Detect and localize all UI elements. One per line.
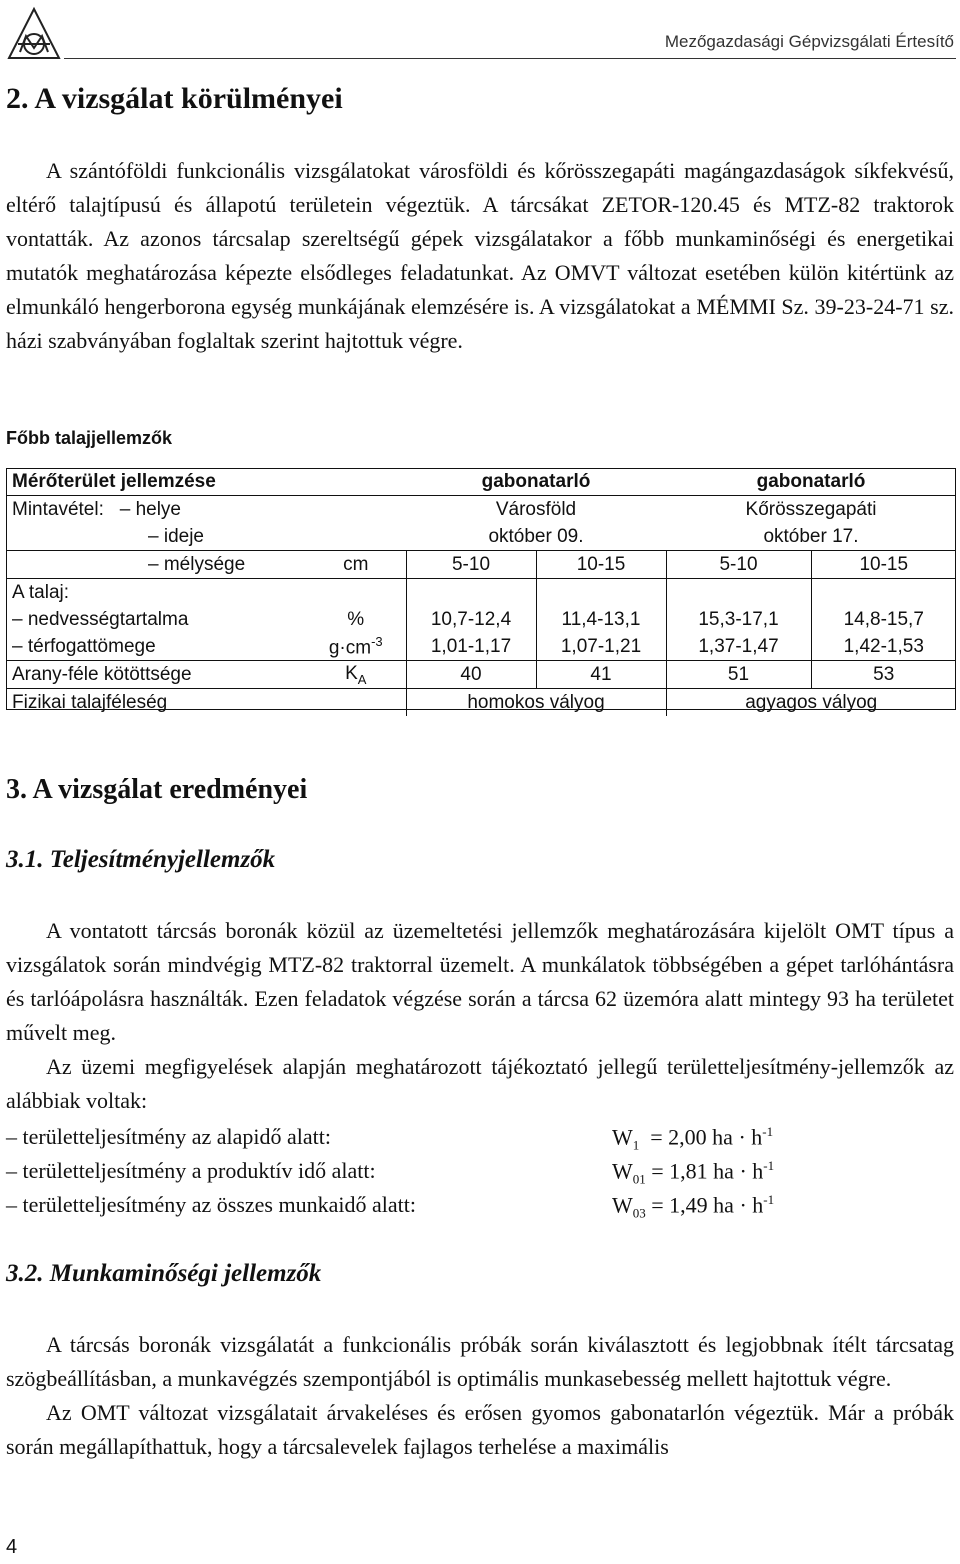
depth-2: 10-15	[536, 551, 666, 579]
journal-logo	[6, 6, 62, 62]
journal-title: Mezőgazdasági Gépvizsgálati Értesítő	[664, 32, 954, 51]
arany-4: 53	[811, 661, 956, 689]
formula-exponent: -1	[763, 1158, 775, 1173]
depth-unit: cm	[306, 551, 406, 579]
sampling-place-cell	[6, 496, 406, 524]
table-header-row	[6, 468, 956, 496]
place-1: Városföld	[495, 498, 577, 520]
density-3: 1,37-1,47	[666, 633, 811, 661]
table-caption: Főbb talajjellemzők	[6, 428, 173, 448]
formula-value	[612, 1192, 774, 1222]
formula-value	[612, 1158, 774, 1188]
subsection-3-2-title: 3.2. Munkaminőségi jellemzők	[6, 1260, 322, 1287]
formula-value	[612, 1124, 773, 1154]
formula-subscript: 01	[632, 1171, 646, 1187]
header-rule	[64, 58, 956, 59]
soil-properties-table	[6, 468, 956, 716]
paragraph-3-2-b: Az OMT változat vizsgálatait árvakeléses és erősen gyomos gabonatarlón végeztük. Már a próbák során megállapíthattuk, hogy a tárcsalevelek fajlagos terhelése a maximális	[6, 1400, 954, 1459]
density-1: 1,01-1,17	[406, 633, 536, 661]
section-2-title: 2. A vizsgálat körülményei	[6, 82, 343, 115]
table-row	[6, 523, 956, 551]
formula-row	[6, 1158, 954, 1192]
section-2-text: A szántóföldi funkcionális vizsgálatokat városföldi és kőrösszegapáti magángazdaságok síkfekvésű, eltérő talajtípusú és állapotú területein végeztük. A tárcsákat ZETOR-120.45 és MTZ-82 traktorok vontatták. Az azonos tárcsalap szereltségű gépek vizsgálatakor a főbb munkaminőségi és energetikai mutatók meghatározása képezte elsődleges feladatunkat. Az OMVT változat esetében külön kitértünk az elmunkáló hengerborona egység munkájának elemzésére is. A vizsgálatokat a MÉMMI Sz. 39-23-24-71 sz. házi szabványában foglaltak szerint hajtottuk végre.	[6, 158, 954, 353]
header-col1: gabonatarló	[406, 468, 666, 496]
arany-unit-base: K	[345, 662, 358, 684]
table-row	[6, 496, 956, 524]
paragraph-3-2-a: A tárcsás boronák vizsgálatát a funkcionális próbák során kiválasztott és legjobbnak ítélt tárcsatag szögbeállításban, a munkavégzés szempontjából is optimális munkasebesség mellett hajtottuk végre.	[6, 1332, 954, 1391]
paragraph-3-1-a: A vontatott tárcsás boronák közül az üzemeltetési jellemzők meghatározására kijelölt OMT típus a vizsgálatok során mindvégig MTZ-82 traktorral üzemelt. A munkálatok többségében a gépet tarlóhántásra és tarlóápolásra használták. Ezen feladatok végzése során a tárcsa 62 üzemóra alatt mintegy 93 ha területet művelt meg.	[6, 918, 954, 1045]
formula-symbol: W	[612, 1192, 633, 1218]
density-label: – térfogattömege	[6, 633, 306, 661]
formula-exponent: -1	[762, 1124, 774, 1139]
formula-row	[6, 1192, 954, 1226]
density-2: 1,07-1,21	[536, 633, 666, 661]
moisture-unit: %	[347, 608, 365, 630]
density-unit-exp: -3	[371, 633, 383, 649]
arany-1: 40	[406, 661, 536, 689]
density-4: 1,42-1,53	[811, 633, 956, 661]
texture-2: agyagos vályog	[666, 689, 956, 717]
moisture-label: – nedvességtartalma	[12, 608, 189, 630]
formula-equation: = 2,00 ha · h	[650, 1124, 763, 1150]
depth-4: 10-15	[811, 551, 956, 579]
moisture-3: 15,3-17,1	[666, 606, 811, 633]
arany-2: 41	[536, 661, 666, 689]
depth-label: – mélysége	[6, 551, 306, 579]
table-row	[6, 633, 956, 661]
formula-symbol: W	[612, 1124, 633, 1150]
page-number: 4	[6, 1536, 18, 1558]
table-row	[6, 689, 956, 717]
table-row	[6, 579, 956, 607]
date-2: október 17.	[666, 523, 956, 551]
depth-1: 5-10	[406, 551, 536, 579]
date-1: október 09.	[406, 523, 666, 551]
subsection-3-2-text	[6, 1328, 954, 1464]
subsection-3-1-title: 3.1. Teljesítményjellemzők	[6, 846, 276, 873]
section-3-title: 3. A vizsgálat eredményei	[6, 774, 308, 805]
depth-3: 5-10	[666, 551, 811, 579]
date-label: – ideje	[6, 523, 406, 551]
formula-equation: = 1,81 ha · h	[651, 1158, 764, 1184]
moisture-1: 10,7-12,4	[406, 606, 536, 633]
subsection-3-1-text	[6, 914, 954, 1118]
formula-symbol: W	[612, 1158, 633, 1184]
formula-subscript: 1	[632, 1137, 640, 1153]
place-label: – helye	[119, 498, 181, 520]
texture-label: Fizikai talajféleség	[12, 691, 168, 713]
arany-3: 51	[666, 661, 811, 689]
density-unit-base: g·cm	[328, 637, 372, 659]
soil-label: A talaj:	[12, 581, 70, 603]
formula-row	[6, 1124, 954, 1158]
paragraph-3-1-b: Az üzemi megfigyelések alapján meghatározott tájékoztató jellegű területteljesítmény-jellemzők az alábbiak voltak:	[6, 1054, 954, 1113]
formula-exponent: -1	[763, 1192, 775, 1207]
moisture-4: 14,8-15,7	[811, 606, 956, 633]
place-2: Kőrösszegapáti	[745, 498, 877, 520]
table-row	[6, 661, 956, 689]
formula-subscript: 03	[632, 1205, 646, 1221]
arany-label: Arany-féle kötöttsége	[6, 661, 306, 689]
moisture-2: 11,4-13,1	[536, 606, 666, 633]
sampling-label: Mintavétel:	[12, 498, 104, 520]
arany-unit-sub: A	[357, 671, 367, 687]
formula-list	[6, 1124, 954, 1234]
formula-label: – területteljesítmény a produktív idő alatt:	[6, 1158, 376, 1183]
density-unit	[306, 633, 406, 661]
formula-label: – területteljesítmény az összes munkaidő alatt:	[6, 1192, 416, 1217]
section-2-paragraph	[6, 154, 954, 358]
header-left: Mérőterület jellemzése	[6, 468, 406, 496]
arany-unit	[306, 661, 406, 689]
table-row	[6, 551, 956, 579]
header-col2: gabonatarló	[666, 468, 956, 496]
formula-label: – területteljesítmény az alapidő alatt:	[6, 1124, 331, 1149]
formula-equation: = 1,49 ha · h	[651, 1192, 764, 1218]
table-row	[6, 606, 956, 633]
texture-1: homokos vályog	[406, 689, 666, 717]
